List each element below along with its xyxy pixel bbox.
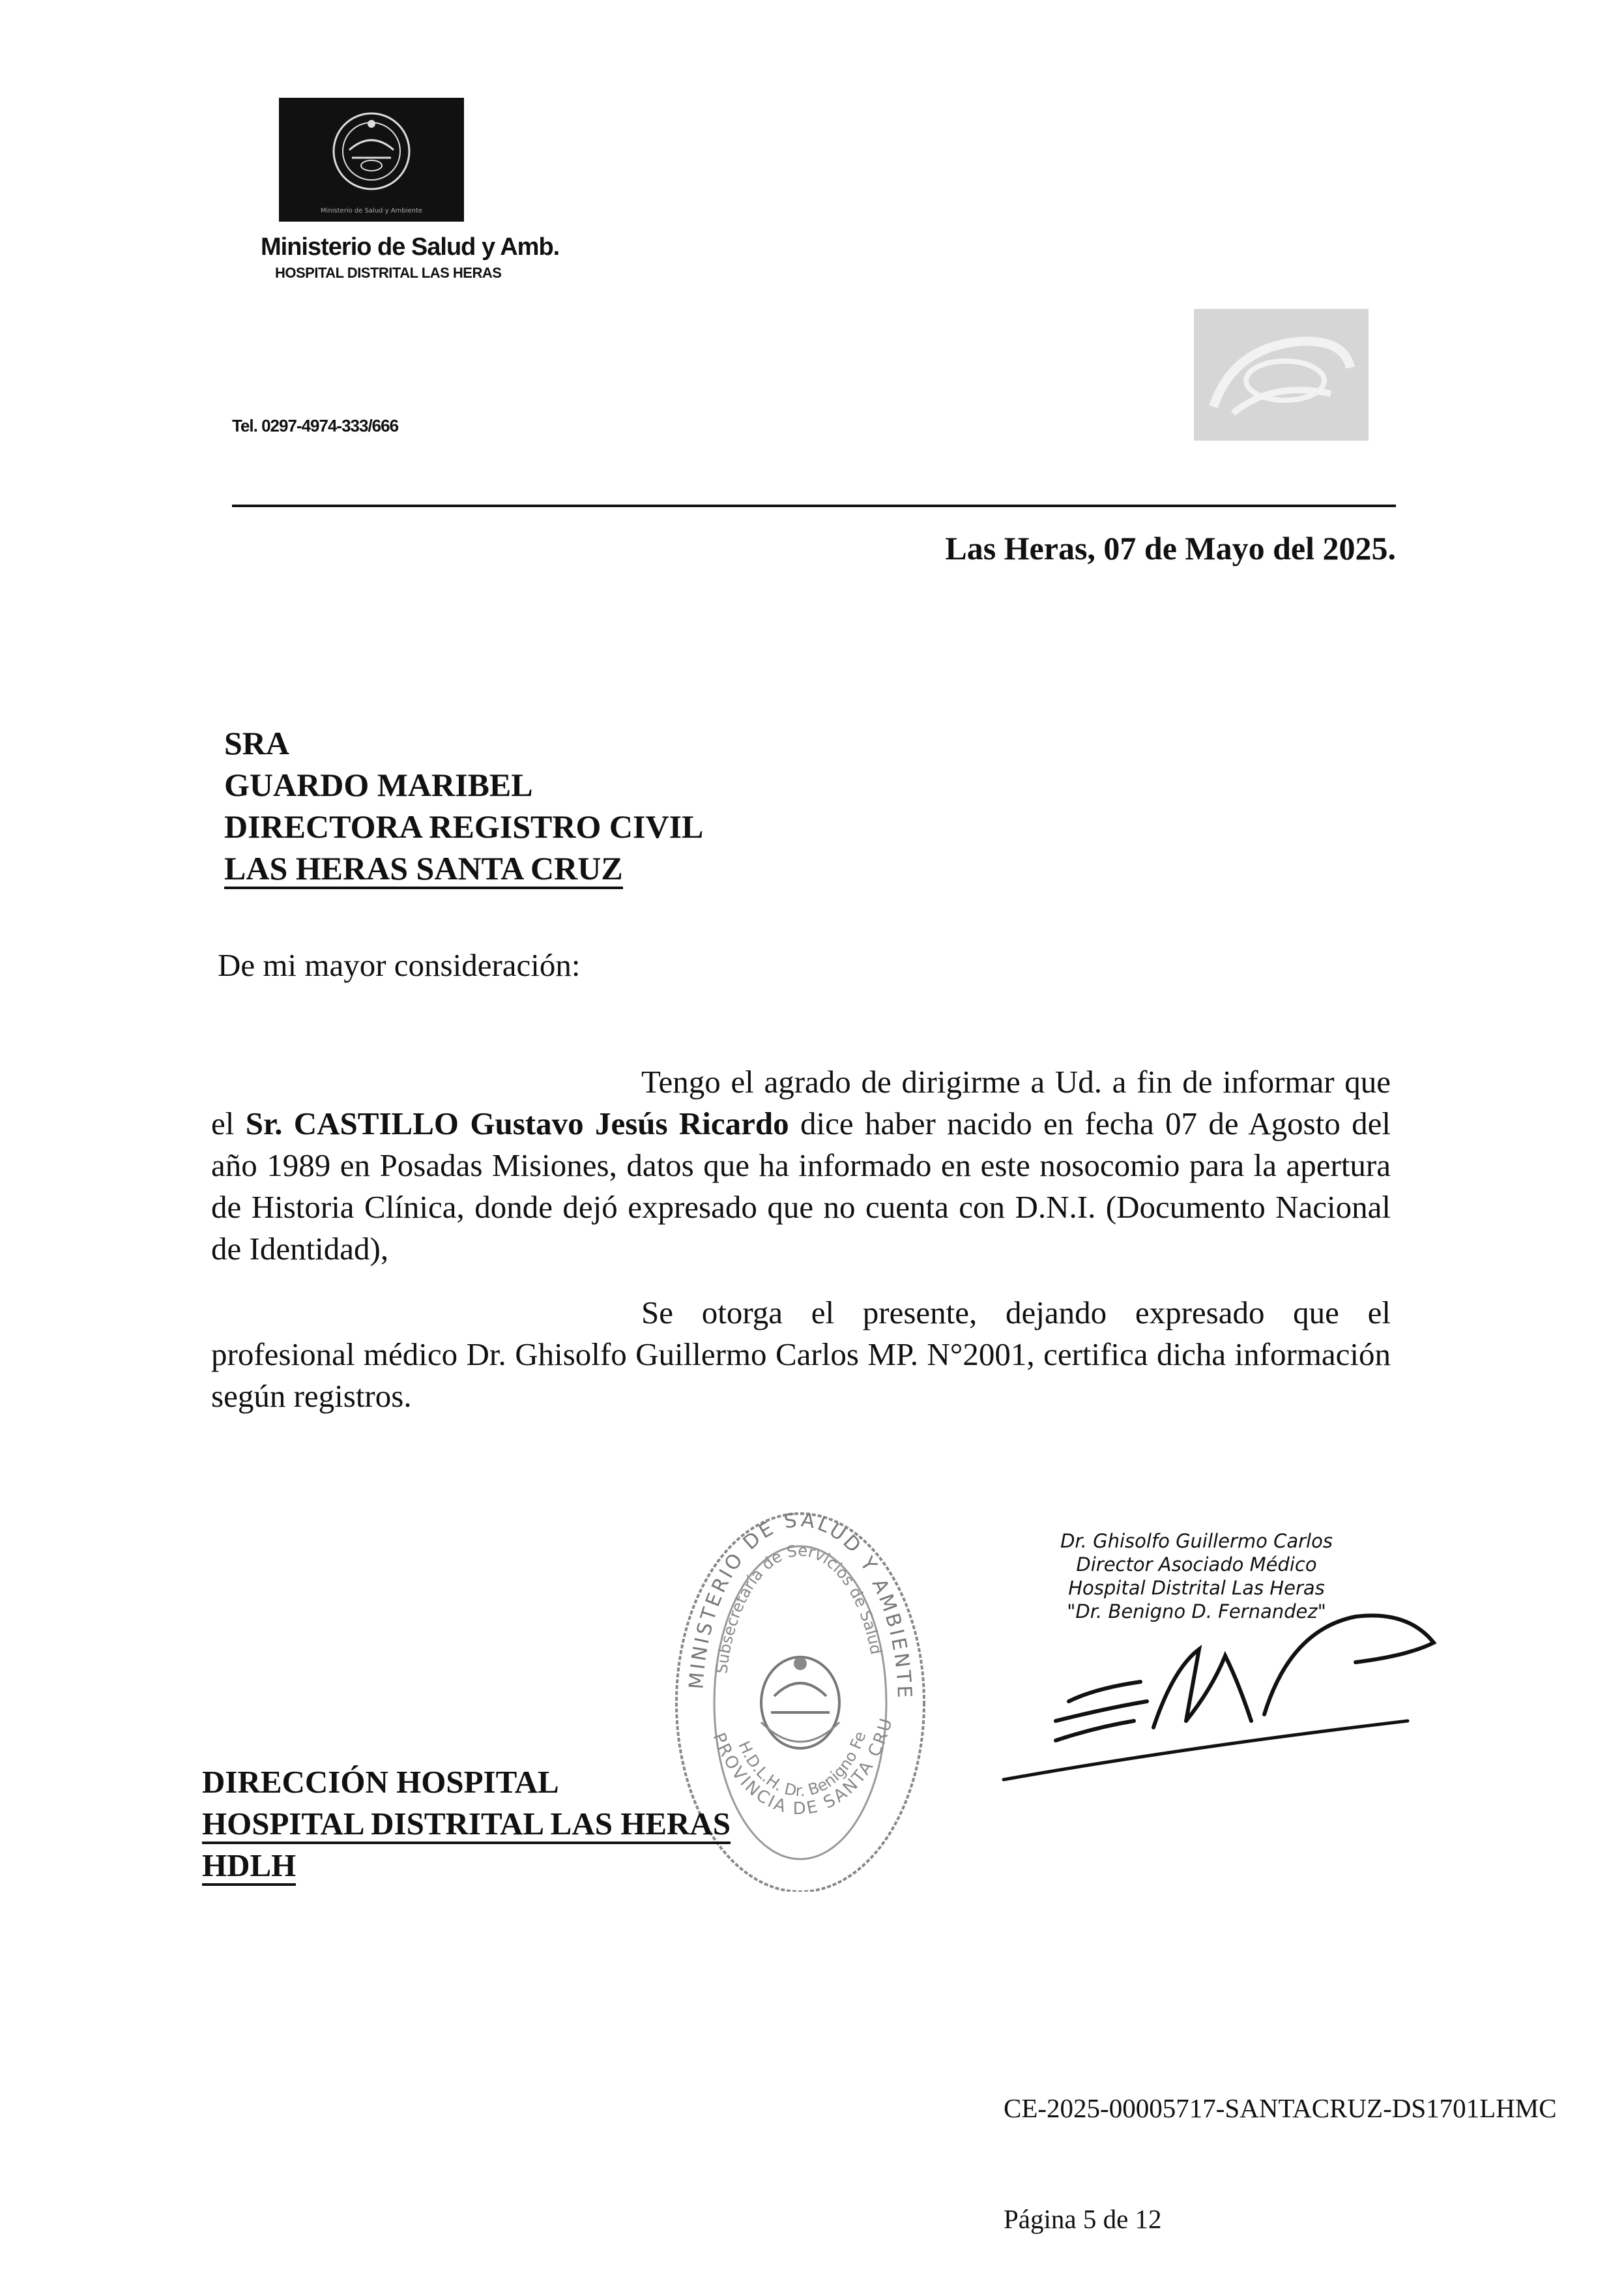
ministry-name: Ministerio de Salud y Amb. <box>261 233 560 261</box>
recipient-location-text: LAS HERAS SANTA CRUZ <box>224 850 623 889</box>
letter-date: Las Heras, 07 de Mayo del 2025. <box>945 530 1396 566</box>
page-number: Página 5 de 12 <box>1004 2204 1162 2234</box>
recipient-block <box>224 722 703 889</box>
recipient-title: SRA <box>224 725 290 761</box>
recipient-location <box>224 847 703 889</box>
direction-acronym-text: HDLH <box>202 1847 296 1886</box>
direction-block <box>202 1761 731 1886</box>
paragraph-2-text: Se otorga el presente, dejando expresado que el profesional médico Dr. Ghisolfo Guillermo Carlos MP. N°2001, certifica dicha información según registros. <box>211 1295 1391 1414</box>
hospital-name: HOSPITAL DISTRITAL LAS HERAS <box>275 265 502 281</box>
direction-hospital <box>202 1803 731 1845</box>
greeting: De mi mayor consideración: <box>218 947 581 983</box>
stamp-outer-text: MINISTERIO DE SALUD Y AMBIENTE <box>685 1508 916 1701</box>
direction-acronym <box>202 1845 731 1886</box>
signer-name: Dr. Ghisolfo Guillermo Carlos <box>1060 1530 1333 1552</box>
patient-name: Sr. CASTILLO Gustavo Jesús Ricardo <box>245 1106 789 1141</box>
phone-number: Tel. 0297-4974-333/666 <box>232 416 399 435</box>
signer-position: Director Asociado Médico <box>1076 1553 1317 1576</box>
paragraph-1 <box>211 1061 1391 1270</box>
direction-title: DIRECCIÓN HOSPITAL <box>202 1764 559 1800</box>
recipient-position: DIRECTORA REGISTRO CIVIL <box>224 808 704 845</box>
stamp-bottom-text: PROVINCIA DE SANTA CRU <box>708 1714 897 1819</box>
stamp-inner-text: Subsecretaría de Servicios de Salud <box>712 1541 886 1675</box>
document-code: CE-2025-00005717-SANTACRUZ-DS1701LHMC <box>1004 2093 1557 2123</box>
paragraph-1-intro: Tengo el agrado de dirigirme a Ud. a fin de informar que el <box>211 1064 1391 1141</box>
header-divider <box>232 505 1396 507</box>
signer-hospital-alias: "Dr. Benigno D. Fernandez" <box>1067 1600 1326 1622</box>
direction-hospital-text: HOSPITAL DISTRITAL LAS HERAS <box>202 1806 731 1844</box>
handwritten-signature <box>991 1591 1447 1786</box>
signer-hospital: Hospital Distrital Las Heras <box>1068 1577 1325 1599</box>
logo-caption: Ministerio de Salud y Ambiente <box>320 207 423 214</box>
paragraph-1-rest: dice haber nacido en fecha 07 de Agosto del año 1989 en Posadas Misiones, datos que ha informado en este nosocomio para la apertura de Historia Clínica, donde dejó expresado que no cuenta con D.N.I. (Documento Nacional de Identidad), <box>211 1106 1391 1267</box>
recipient-name: GUARDO MARIBEL <box>224 767 533 803</box>
ministry-logo <box>279 98 464 222</box>
stamp-lower-text: H.D.L.H. Dr. Benigno Fe <box>734 1729 870 1800</box>
watermark-logo <box>1194 309 1369 441</box>
paragraph-2 <box>211 1292 1391 1417</box>
